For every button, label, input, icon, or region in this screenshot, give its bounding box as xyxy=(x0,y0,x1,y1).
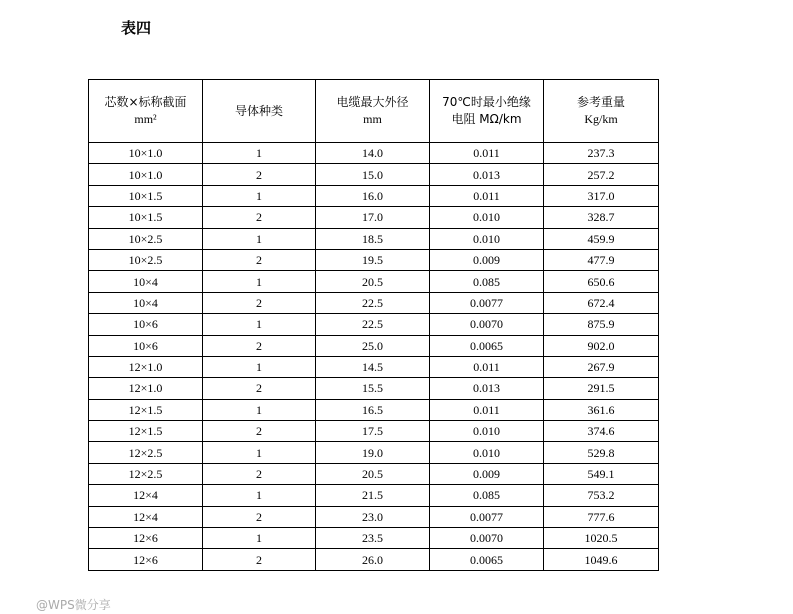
conductor-type-cell: 1 xyxy=(203,399,316,420)
cable-spec-table xyxy=(88,79,659,571)
cores-section-cell: 10×6 xyxy=(89,314,203,335)
reference-weight-cell: 777.6 xyxy=(544,506,659,527)
table-row xyxy=(89,292,659,313)
max-diameter-cell: 16.5 xyxy=(316,399,430,420)
header-max-diameter: 电缆最大外径 mm xyxy=(316,80,430,143)
reference-weight-cell: 1020.5 xyxy=(544,528,659,549)
header-reference-weight: 参考重量 Kg/km xyxy=(544,80,659,143)
conductor-type-cell: 2 xyxy=(203,463,316,484)
conductor-type-cell: 2 xyxy=(203,549,316,570)
reference-weight-cell: 291.5 xyxy=(544,378,659,399)
conductor-type-cell: 2 xyxy=(203,164,316,185)
cores-section-cell: 10×1.5 xyxy=(89,185,203,206)
max-diameter-cell: 23.0 xyxy=(316,506,430,527)
max-diameter-cell: 21.5 xyxy=(316,485,430,506)
table-row xyxy=(89,549,659,570)
table-header-row xyxy=(89,80,659,143)
reference-weight-cell: 529.8 xyxy=(544,442,659,463)
reference-weight-cell: 549.1 xyxy=(544,463,659,484)
insulation-resistance-cell: 0.0070 xyxy=(430,528,544,549)
conductor-type-cell: 1 xyxy=(203,185,316,206)
reference-weight-cell: 1049.6 xyxy=(544,549,659,570)
conductor-type-cell: 2 xyxy=(203,292,316,313)
cores-section-cell: 12×4 xyxy=(89,485,203,506)
max-diameter-cell: 15.0 xyxy=(316,164,430,185)
cores-section-cell: 10×2.5 xyxy=(89,228,203,249)
insulation-resistance-cell: 0.085 xyxy=(430,485,544,506)
cores-section-cell: 10×1.5 xyxy=(89,207,203,228)
table-title: 表四 xyxy=(121,19,152,37)
max-diameter-cell: 19.0 xyxy=(316,442,430,463)
max-diameter-cell: 19.5 xyxy=(316,249,430,270)
max-diameter-cell: 23.5 xyxy=(316,528,430,549)
max-diameter-cell: 26.0 xyxy=(316,549,430,570)
table-row xyxy=(89,143,659,164)
table-row xyxy=(89,463,659,484)
cores-section-cell: 10×4 xyxy=(89,292,203,313)
insulation-resistance-cell: 0.009 xyxy=(430,463,544,484)
cores-section-cell: 12×6 xyxy=(89,528,203,549)
max-diameter-cell: 17.5 xyxy=(316,421,430,442)
reference-weight-cell: 753.2 xyxy=(544,485,659,506)
header-cores-section: 芯数×标称截面 mm² xyxy=(89,80,203,143)
table-row xyxy=(89,356,659,377)
table-row xyxy=(89,378,659,399)
cores-section-cell: 10×1.0 xyxy=(89,164,203,185)
table-body xyxy=(89,143,659,571)
reference-weight-cell: 361.6 xyxy=(544,399,659,420)
reference-weight-cell: 328.7 xyxy=(544,207,659,228)
table-row xyxy=(89,249,659,270)
conductor-type-cell: 2 xyxy=(203,421,316,442)
reference-weight-cell: 650.6 xyxy=(544,271,659,292)
reference-weight-cell: 459.9 xyxy=(544,228,659,249)
conductor-type-cell: 1 xyxy=(203,314,316,335)
table-row xyxy=(89,399,659,420)
cores-section-cell: 10×6 xyxy=(89,335,203,356)
table-row xyxy=(89,228,659,249)
insulation-resistance-cell: 0.0065 xyxy=(430,549,544,570)
conductor-type-cell: 1 xyxy=(203,271,316,292)
table-row xyxy=(89,335,659,356)
cores-section-cell: 12×6 xyxy=(89,549,203,570)
cores-section-cell: 10×2.5 xyxy=(89,249,203,270)
insulation-resistance-cell: 0.009 xyxy=(430,249,544,270)
reference-weight-cell: 267.9 xyxy=(544,356,659,377)
reference-weight-cell: 374.6 xyxy=(544,421,659,442)
table-row xyxy=(89,314,659,335)
reference-weight-cell: 317.0 xyxy=(544,185,659,206)
max-diameter-cell: 18.5 xyxy=(316,228,430,249)
insulation-resistance-cell: 0.010 xyxy=(430,442,544,463)
insulation-resistance-cell: 0.013 xyxy=(430,164,544,185)
table-row xyxy=(89,528,659,549)
insulation-resistance-cell: 0.010 xyxy=(430,207,544,228)
reference-weight-cell: 237.3 xyxy=(544,143,659,164)
conductor-type-cell: 2 xyxy=(203,249,316,270)
max-diameter-cell: 20.5 xyxy=(316,463,430,484)
conductor-type-cell: 2 xyxy=(203,207,316,228)
insulation-resistance-cell: 0.010 xyxy=(430,421,544,442)
max-diameter-cell: 20.5 xyxy=(316,271,430,292)
table-row xyxy=(89,485,659,506)
cores-section-cell: 12×4 xyxy=(89,506,203,527)
insulation-resistance-cell: 0.0077 xyxy=(430,506,544,527)
insulation-resistance-cell: 0.0065 xyxy=(430,335,544,356)
insulation-resistance-cell: 0.0077 xyxy=(430,292,544,313)
max-diameter-cell: 14.5 xyxy=(316,356,430,377)
cores-section-cell: 12×1.5 xyxy=(89,421,203,442)
max-diameter-cell: 16.0 xyxy=(316,185,430,206)
conductor-type-cell: 2 xyxy=(203,335,316,356)
wps-watermark: @WPS微分享 xyxy=(36,598,111,612)
max-diameter-cell: 14.0 xyxy=(316,143,430,164)
cores-section-cell: 12×1.5 xyxy=(89,399,203,420)
table-row xyxy=(89,506,659,527)
insulation-resistance-cell: 0.010 xyxy=(430,228,544,249)
table-row xyxy=(89,164,659,185)
conductor-type-cell: 1 xyxy=(203,485,316,506)
insulation-resistance-cell: 0.011 xyxy=(430,399,544,420)
insulation-resistance-cell: 0.0070 xyxy=(430,314,544,335)
reference-weight-cell: 902.0 xyxy=(544,335,659,356)
reference-weight-cell: 257.2 xyxy=(544,164,659,185)
cores-section-cell: 12×2.5 xyxy=(89,463,203,484)
cores-section-cell: 12×1.0 xyxy=(89,356,203,377)
insulation-resistance-cell: 0.011 xyxy=(430,185,544,206)
conductor-type-cell: 1 xyxy=(203,228,316,249)
cores-section-cell: 12×2.5 xyxy=(89,442,203,463)
cores-section-cell: 12×1.0 xyxy=(89,378,203,399)
cores-section-cell: 10×4 xyxy=(89,271,203,292)
max-diameter-cell: 25.0 xyxy=(316,335,430,356)
table-row xyxy=(89,421,659,442)
table-row xyxy=(89,271,659,292)
insulation-resistance-cell: 0.011 xyxy=(430,356,544,377)
reference-weight-cell: 672.4 xyxy=(544,292,659,313)
insulation-resistance-cell: 0.011 xyxy=(430,143,544,164)
insulation-resistance-cell: 0.085 xyxy=(430,271,544,292)
conductor-type-cell: 1 xyxy=(203,442,316,463)
conductor-type-cell: 2 xyxy=(203,378,316,399)
max-diameter-cell: 22.5 xyxy=(316,314,430,335)
table-row xyxy=(89,207,659,228)
max-diameter-cell: 22.5 xyxy=(316,292,430,313)
insulation-resistance-cell: 0.013 xyxy=(430,378,544,399)
header-conductor-type: 导体种类 xyxy=(203,80,316,143)
conductor-type-cell: 1 xyxy=(203,528,316,549)
header-insulation-resistance: 70℃时最小绝缘 电阻 MΩ/km xyxy=(430,80,544,143)
cores-section-cell: 10×1.0 xyxy=(89,143,203,164)
max-diameter-cell: 15.5 xyxy=(316,378,430,399)
conductor-type-cell: 1 xyxy=(203,143,316,164)
table-row xyxy=(89,442,659,463)
table-row xyxy=(89,185,659,206)
conductor-type-cell: 1 xyxy=(203,356,316,377)
reference-weight-cell: 477.9 xyxy=(544,249,659,270)
max-diameter-cell: 17.0 xyxy=(316,207,430,228)
conductor-type-cell: 2 xyxy=(203,506,316,527)
reference-weight-cell: 875.9 xyxy=(544,314,659,335)
